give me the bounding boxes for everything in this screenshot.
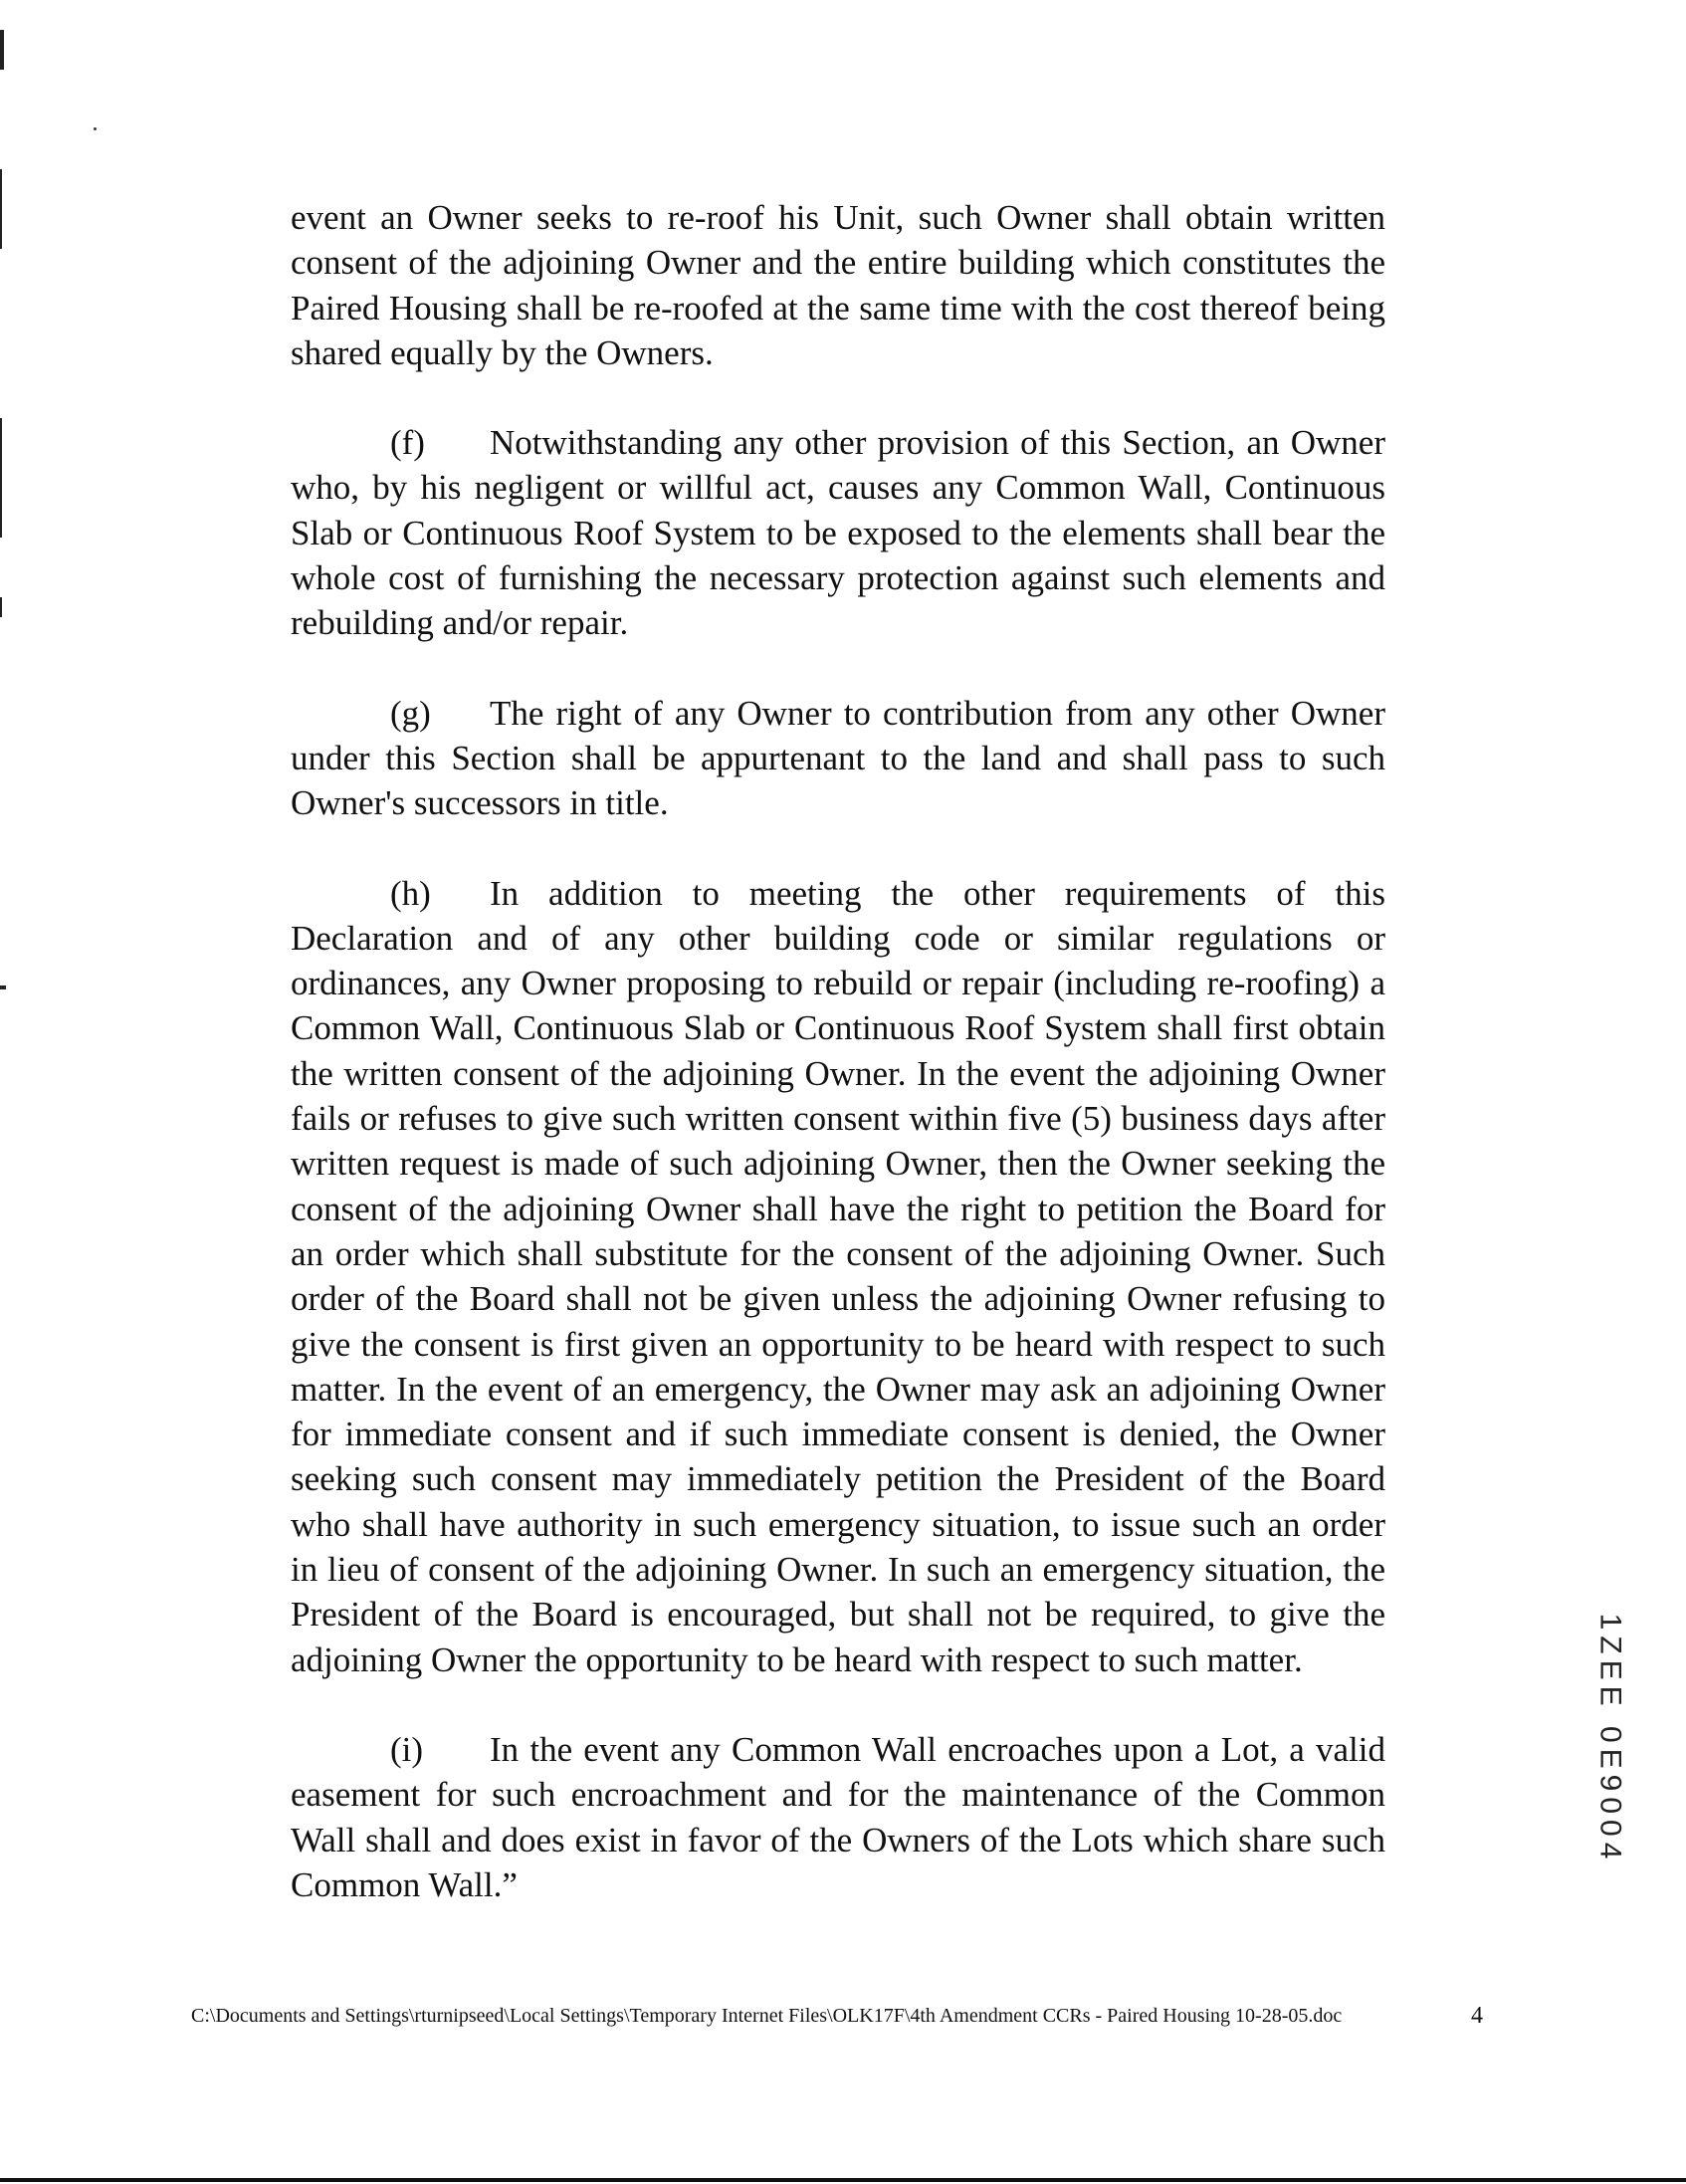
recording-stamp-text: 1ZEE 0E9004 xyxy=(1593,1613,1627,1865)
recording-stamp xyxy=(1592,1611,1626,1867)
scan-edge-mark xyxy=(0,418,2,538)
scan-edge-mark xyxy=(0,985,6,989)
paragraph-i-text: In the event any Common Wall encroaches upon a Lot, a valid easement for such encroachment and for the maintenance of the Common Wall shall and does exist in favor of the Owners of the Lots which share such Common Wall.” xyxy=(291,1729,1385,1904)
footer-file-path: C:\Documents and Settings\rturnipseed\Local Settings\Temporary Internet Files\OLK17F\4th Amendment CCRs - Paired Housing 10-28-05.doc xyxy=(191,2005,1343,2027)
paragraph-continuation-text: event an Owner seeks to re-roof his Unit, such Owner shall obtain written consent of the adjoining Owner and the entire building which constitutes the Paired Housing shall be re-roofed at the same time with the cost thereof being shared equally by the Owners. xyxy=(291,198,1385,372)
paragraph-h-label: (h) xyxy=(390,873,431,913)
paragraph-i-label: (i) xyxy=(390,1729,424,1769)
paragraph-i xyxy=(291,1727,1385,1907)
scan-edge-mark xyxy=(0,597,2,617)
page-number: 4 xyxy=(1471,2003,1483,2029)
paragraph-g-text: The right of any Owner to contribution from any other Owner under this Section shall be appurtenant to the land and shall pass to such Owner's successors in title. xyxy=(291,693,1385,823)
scan-speck xyxy=(94,127,97,130)
document-body xyxy=(291,195,1385,1952)
paragraph-f xyxy=(291,420,1385,645)
scan-bottom-edge xyxy=(0,2178,1686,2182)
scan-edge-mark xyxy=(0,169,2,249)
paragraph-g xyxy=(291,691,1385,826)
paragraph-h xyxy=(291,871,1385,1682)
scan-edge-mark xyxy=(0,30,4,70)
paragraph-f-label: (f) xyxy=(390,423,425,463)
paragraph-h-text: In addition to meeting the other requirements of this Declaration and of any other building code or similar regulations or ordinances, any Owner proposing to rebuild or repair (including re-roofing) a Common Wall, Continuous Slab or Continuous Roof System shall first obtain the written consent of the adjoining Owner. In the event the adjoining Owner fails or refuses to give such written consent within five (5) business days after written request is made of such adjoining Owner, then the Owner seeking the consent of the adjoining Owner shall have the right to petition the Board for an order which shall substitute for the consent of the adjoining Owner. Such order of the Board shall not be given unless the adjoining Owner refusing to give the consent is first given an opportunity to be heard with respect to such matter. In the event of an emergency, the Owner may ask an adjoining Owner for immediate consent and if such immediate consent is denied, the Owner seeking such consent may immediately petition the President of the Board who shall have authority in such emergency situation, to issue such an order in lieu of consent of the adjoining Owner. In such an emergency situation, the President of the Board is encouraged, but shall not be required, to give the adjoining Owner the opportunity to be heard with respect to such matter. xyxy=(291,873,1385,1679)
paragraph-continuation xyxy=(291,195,1385,375)
paragraph-g-label: (g) xyxy=(390,693,431,733)
paragraph-f-text: Notwithstanding any other provision of this Section, an Owner who, by his negligent or willful act, causes any Common Wall, Continuous Slab or Continuous Roof System to be exposed to the elements shall bear the whole cost of furnishing the necessary protection against such elements and rebuilding and/or repair. xyxy=(291,423,1385,643)
